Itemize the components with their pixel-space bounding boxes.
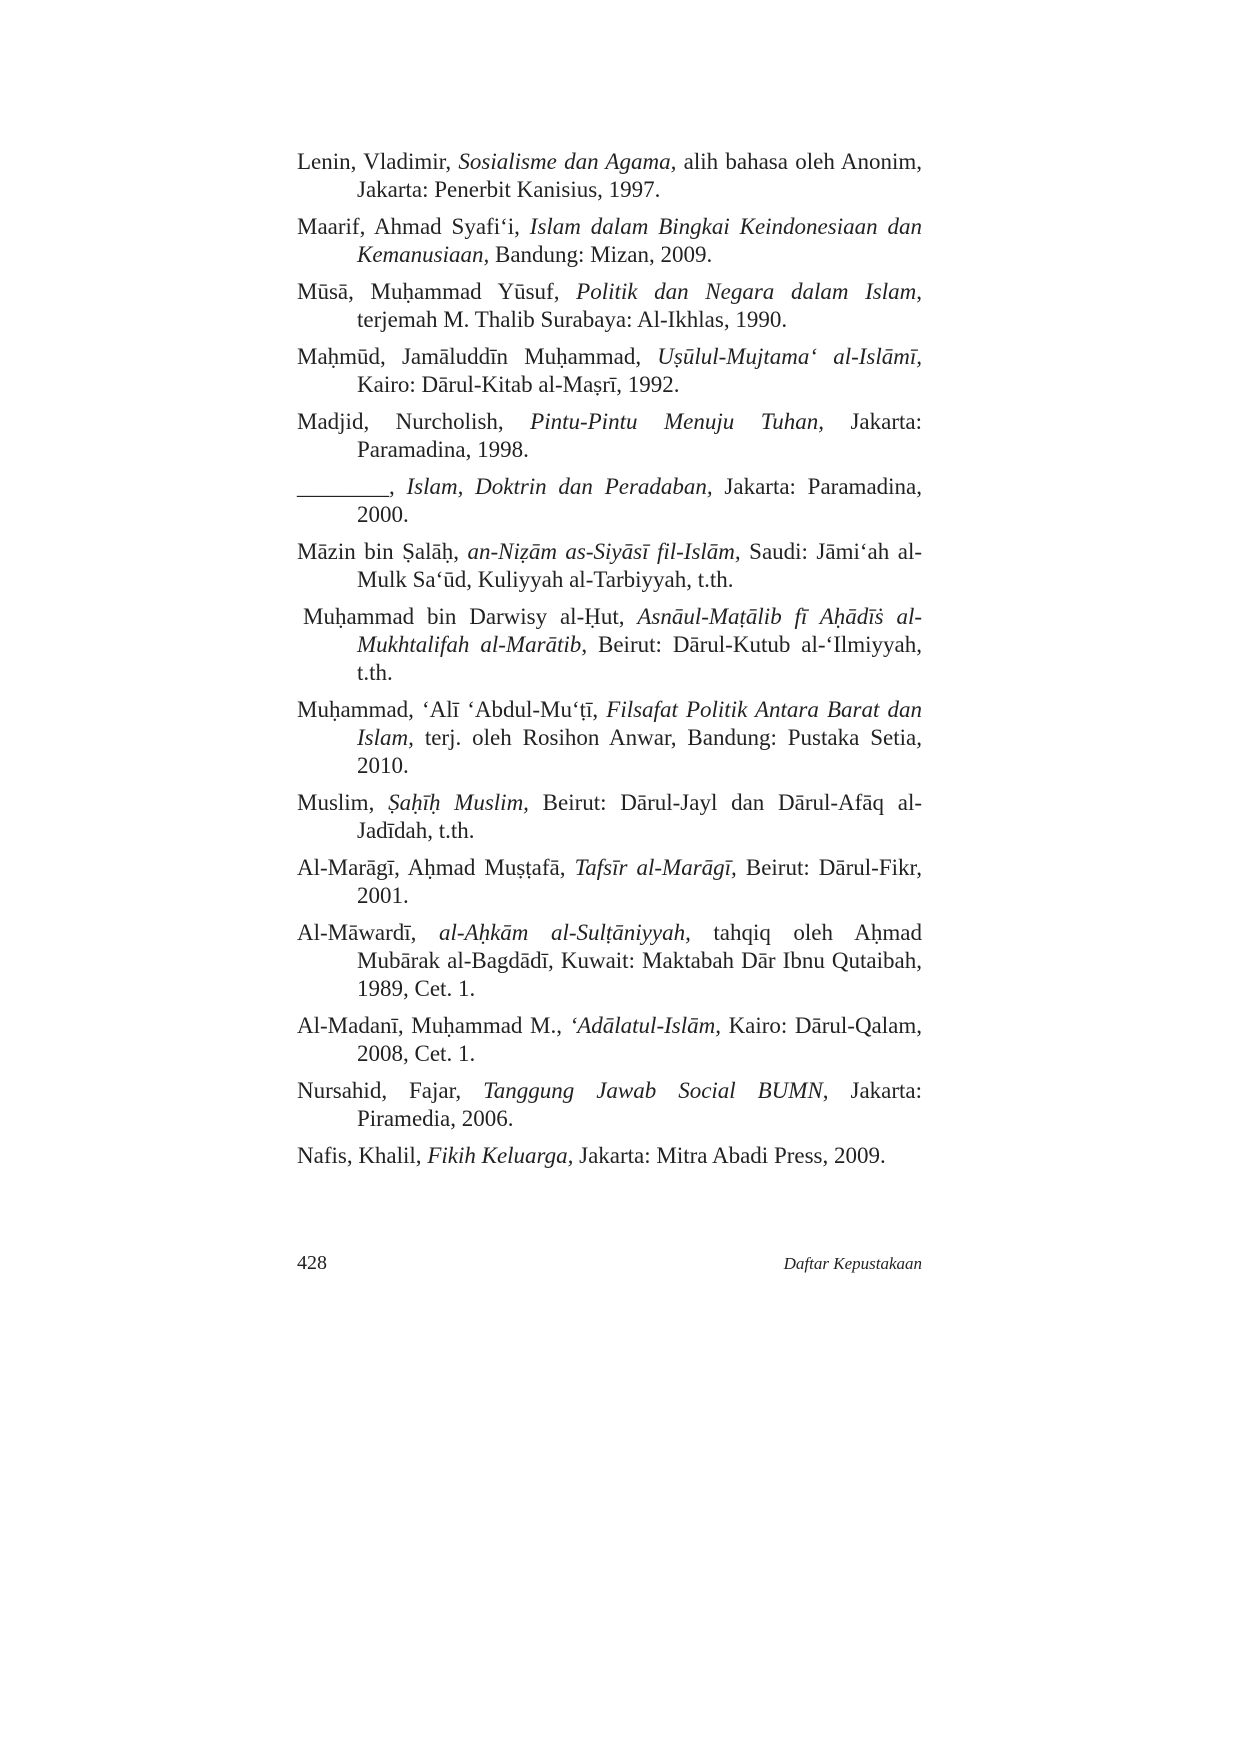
book-title: Fikih Keluarga, [427, 1143, 574, 1168]
bibliography-entry: ________, Islam, Doktrin dan Peradaban, Jakarta: Paramadina, 2000. [297, 474, 922, 527]
bibliography-entry: Madjid, Nurcholish, Pintu-Pintu Menuju Tuhan, Jakarta: Paramadina, 1998. [297, 409, 922, 462]
book-title: Tanggung Jawab Social BUMN [483, 1078, 823, 1103]
bibliography-entry: Maḥmūd, Jamāluddīn Muḥammad, Uṣūlul-Mujtama‘ al-Islāmī, Kairo: Dārul-Kitab al-Maṣrī, 1992. [297, 344, 922, 397]
bibliography-entry: Al-Marāgī, Aḥmad Muṣṭafā, Tafsīr al-Marāgī, Beirut: Dārul-Fikr, 2001. [297, 855, 923, 908]
page-footer [297, 1252, 922, 1275]
book-title: Islam dalam Bingkai Keindonesiaan dan Kemanusiaan, [357, 214, 922, 267]
bibliography-entry: Māzin bin Ṣalāḥ, an-Niẓām as-Siyāsī fil-Islām, Saudi: Jāmi‘ah al-Mulk Sa‘ūd, Kuliyyah al-Tarbiyyah, t.th. [297, 539, 922, 592]
book-title: Sosialisme dan Agama, [458, 149, 677, 174]
bibliography-entry: Al-Madanī, Muḥammad M., ‘Adālatul-Islām, Kairo: Dārul-Qalam, 2008, Cet. 1. [297, 1013, 923, 1066]
bibliography-list [297, 148, 922, 1179]
book-title: Politik dan Negara dalam Islam [576, 279, 917, 304]
page-number: 428 [297, 1252, 327, 1274]
bibliography-entry: Nafis, Khalil, Fikih Keluarga, Jakarta: Mitra Abadi Press, 2009. [297, 1143, 886, 1168]
book-title: Ṣaḥīḥ Muslim, [388, 790, 529, 815]
bibliography-entry: Lenin, Vladimir, Sosialisme dan Agama, alih bahasa oleh Anonim, Jakarta: Penerbit Kanisius, 1997. [297, 149, 922, 202]
book-title: an-Niẓām as-Siyāsī fil-Islām, [467, 539, 741, 564]
book-title: Tafsīr al-Marāgī, [574, 855, 737, 880]
book-title: al-Aḥkām al-Sulṭāniyyah, [438, 920, 691, 945]
running-title: Daftar Kepustakaan [783, 1254, 922, 1273]
bibliography-entry: Muḥammad, ‘Alī ‘Abdul-Mu‘ṭī, Filsafat Politik Antara Barat dan Islam, terj. oleh Rosihon Anwar, Bandung: Pustaka Setia, 2010. [297, 697, 923, 778]
bibliography-entry: Muḥammad bin Darwisy al-Ḥut, Asnāul-Maṭālib fī Aḥādīṡ al-Mukhtalifah al-Marātib, Beirut: Dārul-Kutub al-‘Ilmiyyah, t.th. [303, 604, 922, 685]
book-title: ‘Adālatul-Islām, [569, 1013, 721, 1038]
book-title: Filsafat Politik Antara Barat dan Islam, [357, 697, 923, 750]
book-title: Asnāul-Maṭālib fī Aḥādīṡ al-Mukhtalifah al-Marātib [357, 604, 922, 657]
book-title: Islam, Doktrin dan Peradaban, [406, 474, 713, 499]
book-title: Pintu-Pintu Menuju Tuhan, [530, 409, 824, 434]
bibliography-entry: Mūsā, Muḥammad Yūsuf, Politik dan Negara dalam Islam, terjemah M. Thalib Surabaya: Al-Ikhlas, 1990. [297, 279, 922, 332]
bibliography-entry: Maarif, Ahmad Syafi‘i, Islam dalam Bingkai Keindonesiaan dan Kemanusiaan, Bandung: Mizan, 2009. [297, 214, 922, 267]
bibliography-entry: Al-Māwardī, al-Aḥkām al-Sulṭāniyyah, tahqiq oleh Aḥmad Mubārak al-Bagdādī, Kuwait: Maktabah Dār Ibnu Qutaibah, 1989, Cet. 1. [297, 920, 923, 1001]
bibliography-entry: Nursahid, Fajar, Tanggung Jawab Social BUMN, Jakarta: Piramedia, 2006. [297, 1078, 923, 1131]
book-title: Uṣūlul-Mujtama‘ al-Islāmī, [657, 344, 922, 369]
bibliography-entry: Muslim, Ṣaḥīḥ Muslim, Beirut: Dārul-Jayl dan Dārul-Afāq al-Jadīdah, t.th. [297, 790, 923, 843]
